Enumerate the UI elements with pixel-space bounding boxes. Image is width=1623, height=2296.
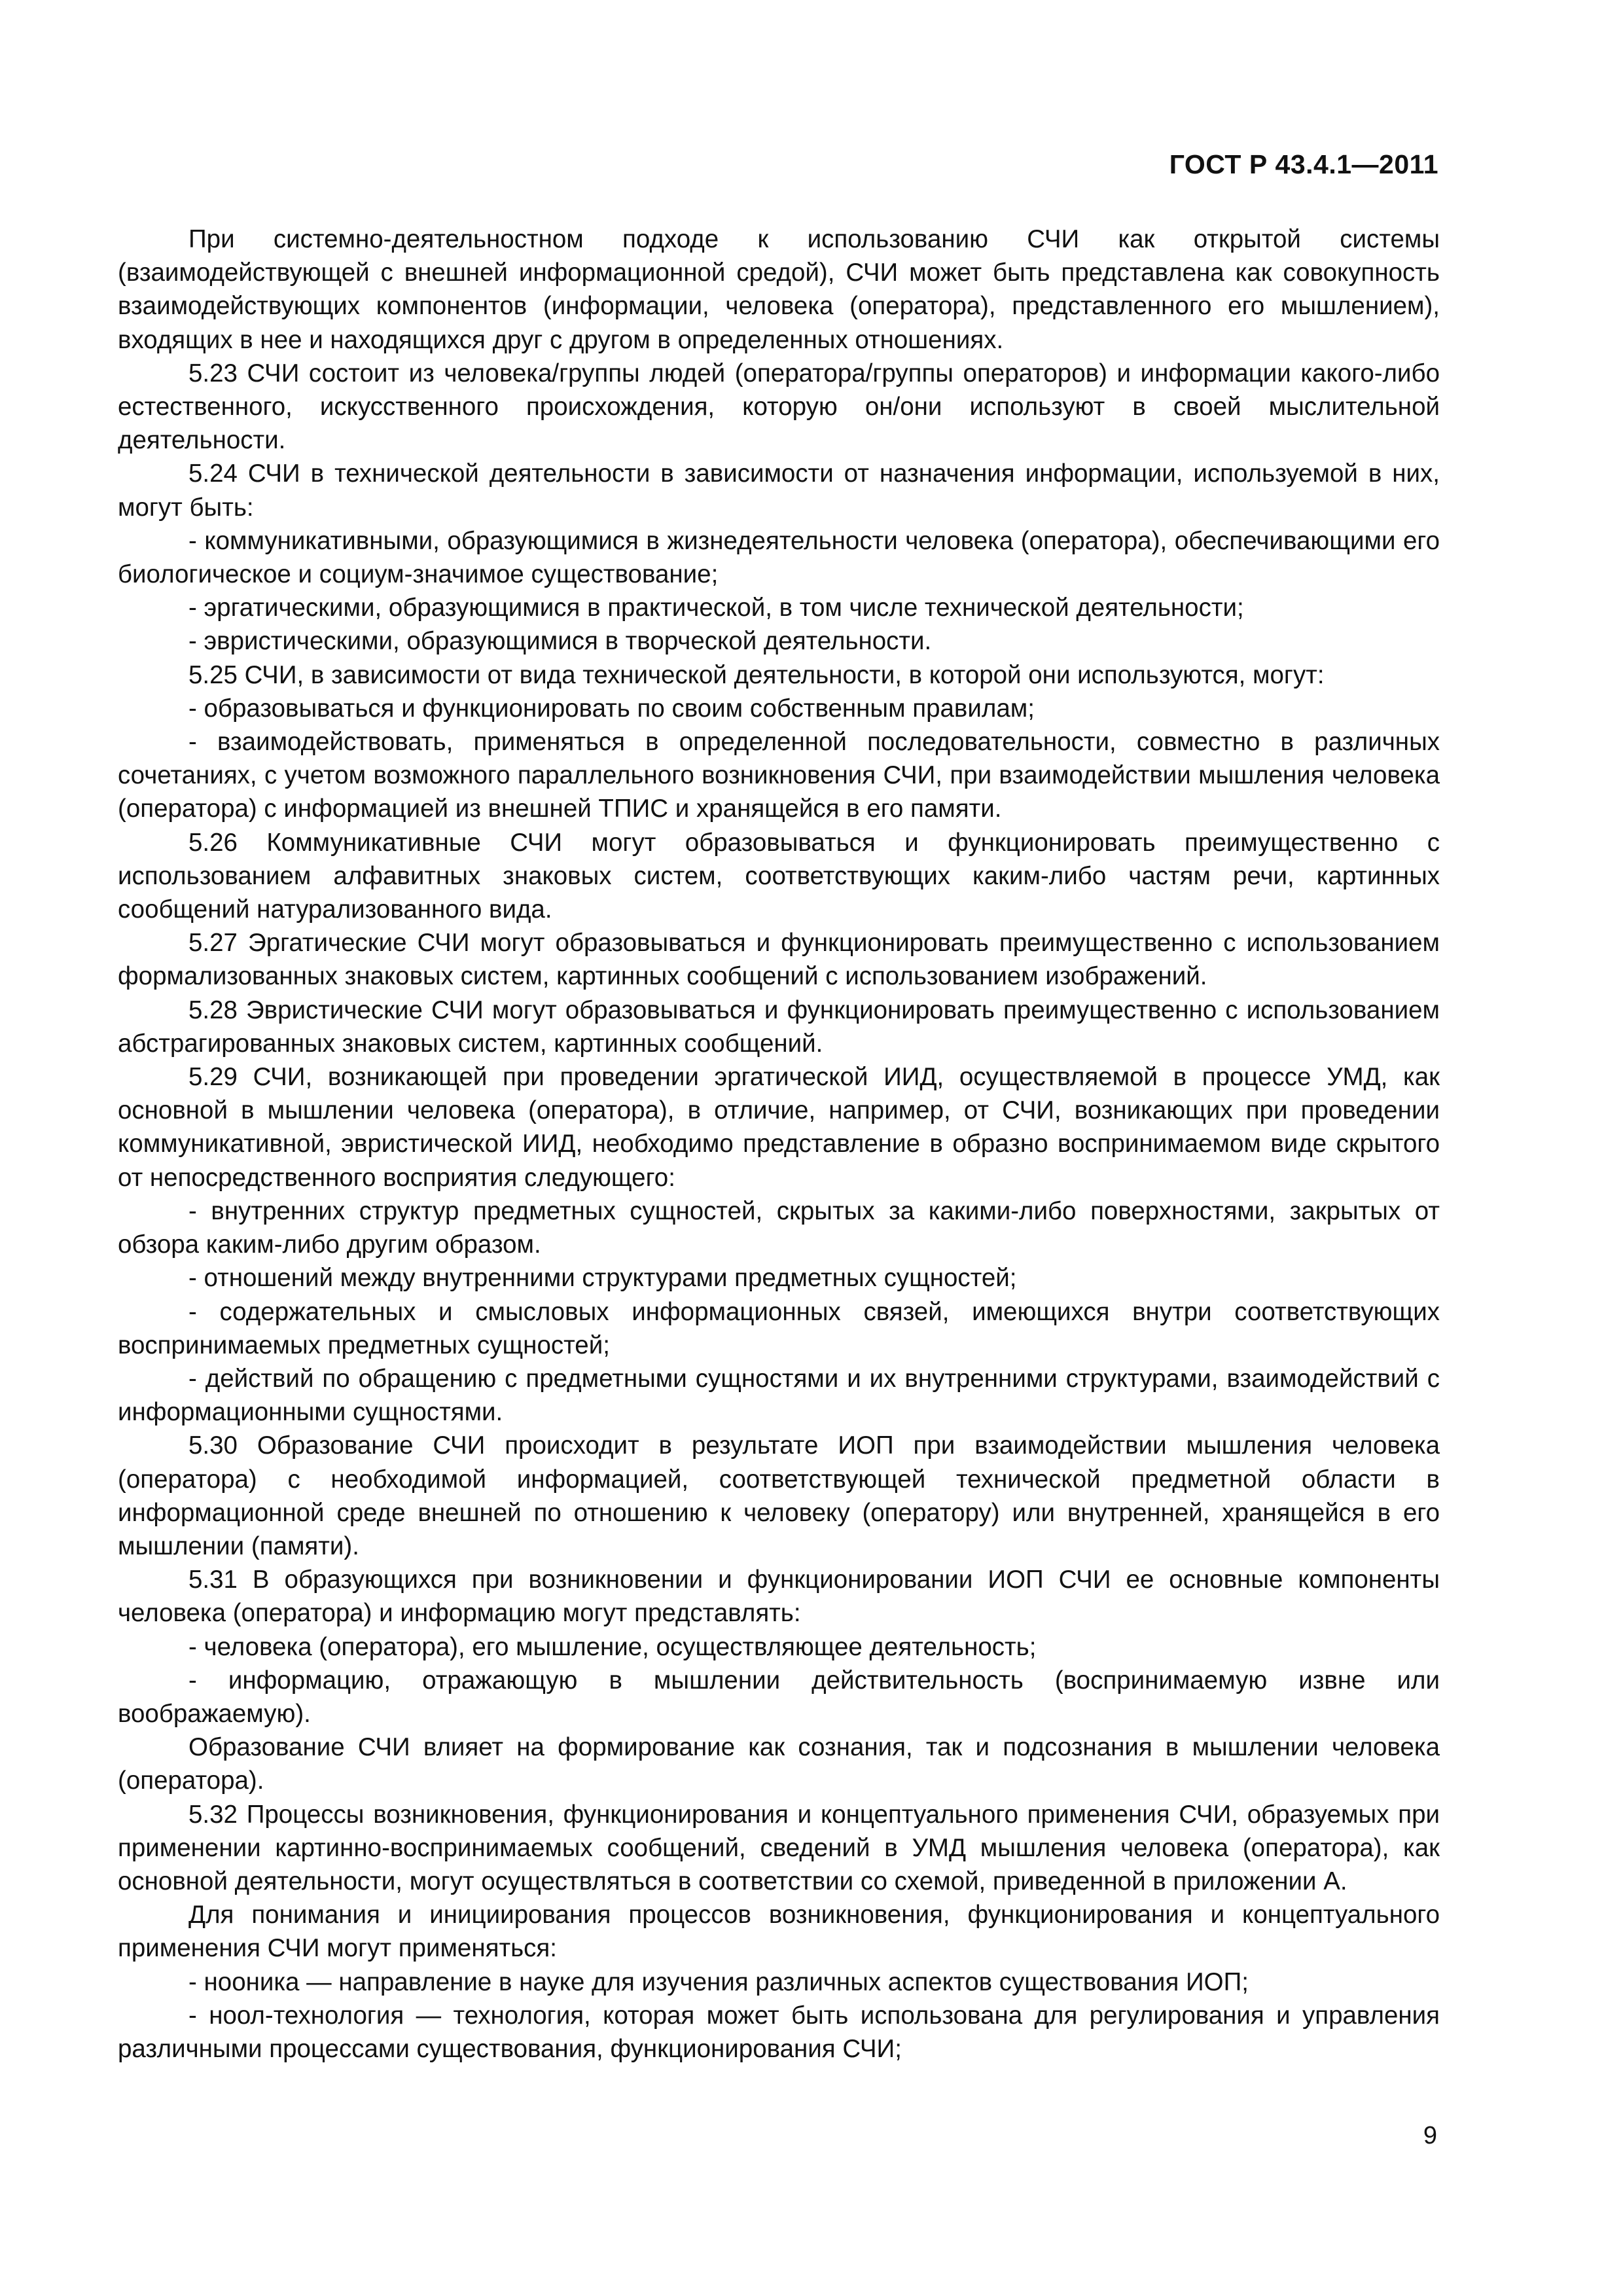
paragraph: - эвристическими, образующимися в творческой деятельности. [188, 627, 932, 656]
paragraph: 5.24 СЧИ в технической деятельности в зависимости от назначения информации, используемой в них, могут быть: [118, 459, 1440, 522]
document-body [118, 223, 1440, 2066]
paragraph: 5.27 Эргатические СЧИ могут образовываться и функционировать преимущественно с использованием формализованных знаковых систем, картинных сообщений с использованием изображений. [118, 929, 1440, 991]
paragraph: - внутренних структур предметных сущностей, скрытых за какими-либо поверхностями, закрытых от обзора каким-либо другим образом. [118, 1196, 1440, 1259]
standard-code-header: ГОСТ Р 43.4.1—2011 [1169, 149, 1438, 179]
paragraph: - образовываться и функционировать по своим собственным правилам; [188, 694, 1035, 723]
paragraph: 5.29 СЧИ, возникающей при проведении эргатической ИИД, осуществляемой в процессе УМД, как основной в мышлении человека (оператора), в отличие, например, от СЧИ, возникающих при проведении коммуникативной, эвристической ИИД, необходимо представление в образно воспринимаемом виде скрытого от непосредственного восприятия следующего: [118, 1063, 1440, 1192]
paragraph: 5.23 СЧИ состоит из человека/группы людей (оператора/группы операторов) и информации какого-либо естественного, искусственного происхождения, которую он/они используют в своей мыслительной деятельности. [118, 359, 1440, 455]
paragraph: - содержательных и смысловых информационных связей, имеющихся внутри соответствующих воспринимаемых предметных сущностей; [118, 1297, 1440, 1359]
paragraph: 5.26 Коммуникативные СЧИ могут образовываться и функционировать преимущественно с использованием алфавитных знаковых систем, соответствующих каким-либо частям речи, картинных сообщений натурализованного вида. [118, 828, 1440, 924]
paragraph: - взаимодействовать, применяться в определенной последовательности, совместно в различных сочетаниях, с учетом возможного параллельного возникновения СЧИ, при взаимодействии мышления человека (оператора) с информацией из внешней ТПИС и хранящейся в его памяти. [118, 728, 1440, 823]
paragraph: Образование СЧИ влияет на формирование как сознания, так и подсознания в мышлении человека (оператора). [118, 1733, 1440, 1795]
paragraph: 5.28 Эвристические СЧИ могут образовываться и функционировать преимущественно с использованием абстрагированных знаковых систем, картинных сообщений. [118, 996, 1440, 1058]
paragraph: - информацию, отражающую в мышлении действительность (воспринимаемую извне или воображаемую). [118, 1666, 1440, 1728]
paragraph: - коммуникативными, образующимися в жизнедеятельности человека (оператора), обеспечивающими его биологическое и социум-значимое существование; [118, 526, 1440, 589]
paragraph: - ноол-технология — технология, которая может быть использована для регулирования и управления различными процессами существования, функционирования СЧИ; [118, 2001, 1440, 2063]
paragraph: - отношений между внутренними структурами предметных сущностей; [188, 1264, 1017, 1293]
paragraph: Для понимания и инициирования процессов возникновения, функционирования и концептуального применения СЧИ могут применяться: [118, 1901, 1440, 1963]
paragraph: 5.30 Образование СЧИ происходит в результате ИОП при взаимодействии мышления человека (оператора) с необходимой информацией, соответствующей технической предметной области в информационной среде внешней по отношению к человеку (оператору) или внутренней, хранящейся в его мышлении (памяти). [118, 1431, 1440, 1560]
paragraph: - человека (оператора), его мышление, осуществляющее деятельность; [188, 1632, 1037, 1661]
paragraph: - эргатическими, образующимися в практической, в том числе технической деятельности; [188, 594, 1244, 622]
page-number: 9 [1423, 2122, 1437, 2149]
paragraph: 5.31 В образующихся при возникновении и функционировании ИОП СЧИ ее основные компоненты человека (оператора) и информацию могут представлять: [118, 1566, 1440, 1628]
paragraph: - нооника — направление в науке для изучения различных аспектов существования ИОП; [188, 1967, 1249, 1996]
paragraph: При системно-деятельностном подходе к использованию СЧИ как открытой системы (взаимодействующей с внешней информационной средой), СЧИ может быть представлена как совокупность взаимодействующих компонентов (информации, человека (оператора), представленного его мышлением), входящих в нее и находящихся друг с другом в определенных отношениях. [118, 225, 1440, 354]
paragraph: - действий по обращению с предметными сущностями и их внутренними структурами, взаимодействий с информационными сущностями. [118, 1364, 1440, 1427]
paragraph: 5.32 Процессы возникновения, функционирования и концептуального применения СЧИ, образуемых при применении картинно-воспринимаемых сообщений, сведений в УМД мышления человека (оператора), как основной деятельности, могут осуществляться в соответствии со схемой, приведенной в приложении А. [118, 1800, 1440, 1895]
paragraph: 5.25 СЧИ, в зависимости от вида технической деятельности, в которой они используются, могут: [188, 660, 1325, 689]
